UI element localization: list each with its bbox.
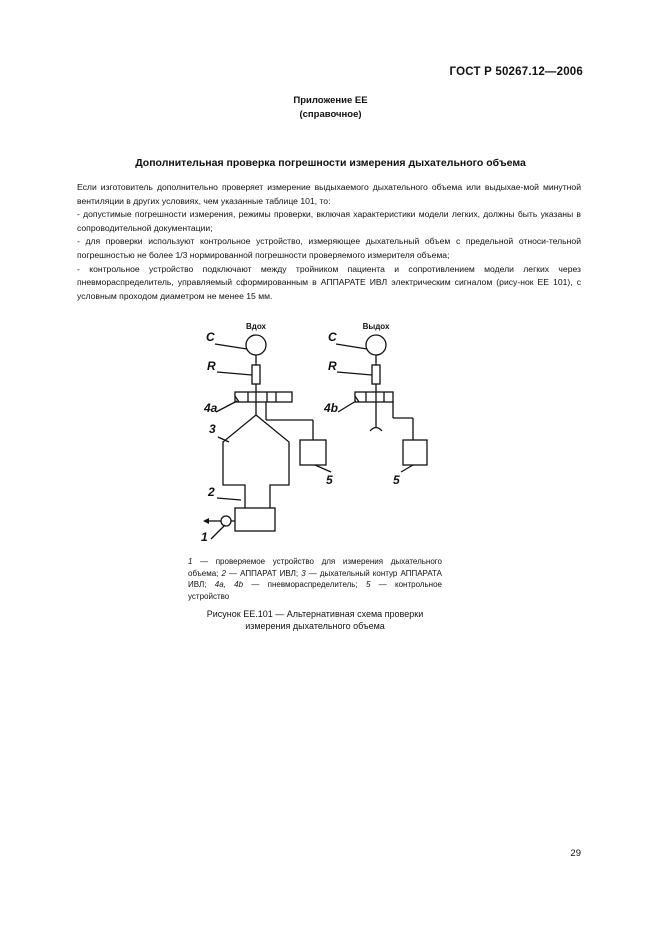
body-text (77, 181, 581, 303)
label-5-left: 5 (326, 473, 333, 487)
label-2: 2 (208, 485, 215, 499)
section-title: Дополнительная проверка погрешности измерения дыхательного объема (135, 157, 526, 169)
control-device-5-right (403, 440, 427, 465)
ventilator-2 (235, 508, 275, 531)
inhale-label: Вдох (246, 322, 266, 331)
page-number: 29 (570, 848, 581, 859)
resistor-r-left (252, 365, 260, 384)
paragraph: - для проверки используют контрольное устройство, измеряющее дыхательный объем с предельной относи-тельной погрешностью не более 1/3 нормированной погрешности проверяемого измерителя объема; (77, 236, 581, 260)
figure-caption: 1 — проверяемое устройство для измерения дыхательного объема; 2 — АППАРАТ ИВЛ; 3 — дыхательный контур АППАРАТА ИВЛ; 4a, 4b — пневмораспределитель; 5 — контрольное устройство (188, 557, 443, 601)
paragraph: - допустимые погрешности измерения, режимы проверки, включая характеристики модели легких, должны быть указаны в сопроводительной документации; (77, 209, 581, 233)
label-c-right: C (328, 330, 337, 344)
paragraph: - контрольное устройство подключают между тройником пациента и сопротивлением модели легких через пневмораспределитель, управляемый сформированным в АППАРАТЕ ИВЛ электрическим сигналом (рису-нок ЕЕ 101), с условным проходом диаметром не менее 15 мм. (77, 263, 581, 301)
label-c-left: C (206, 330, 215, 344)
gauge-c-right (366, 335, 386, 355)
label-3: 3 (209, 422, 216, 436)
label-4b: 4b (324, 401, 339, 415)
test-setup-diagram (195, 320, 465, 545)
valve-4a (235, 392, 292, 402)
device-1 (221, 516, 231, 526)
document-header: ГОСТ Р 50267.12—2006 (449, 66, 583, 78)
exhale-label: Выдох (362, 322, 390, 331)
paragraph: Если изготовитель дополнительно проверяет измерение выдыхаемого дыхательного объема или выдыхае-мой минутной вентиляции в других условиях, чем указанные таблице 101, то: (77, 182, 581, 206)
appendix-name: Приложение ЕЕ (293, 95, 368, 106)
arrow-icon (203, 518, 209, 524)
appendix-type: (справочное) (299, 109, 362, 120)
gauge-c-left (246, 335, 266, 355)
label-r-right: R (328, 359, 337, 373)
resistor-r-right (372, 365, 380, 384)
figure-title: Рисунок ЕЕ.101 — Альтернативная схема проверки измерения дыхательного объема (206, 609, 424, 631)
control-device-5-left (300, 440, 326, 465)
label-1: 1 (201, 530, 208, 544)
label-r-left: R (207, 359, 216, 373)
label-4a: 4a (204, 401, 218, 415)
label-5-right: 5 (393, 473, 400, 487)
valve-4b (355, 392, 393, 402)
